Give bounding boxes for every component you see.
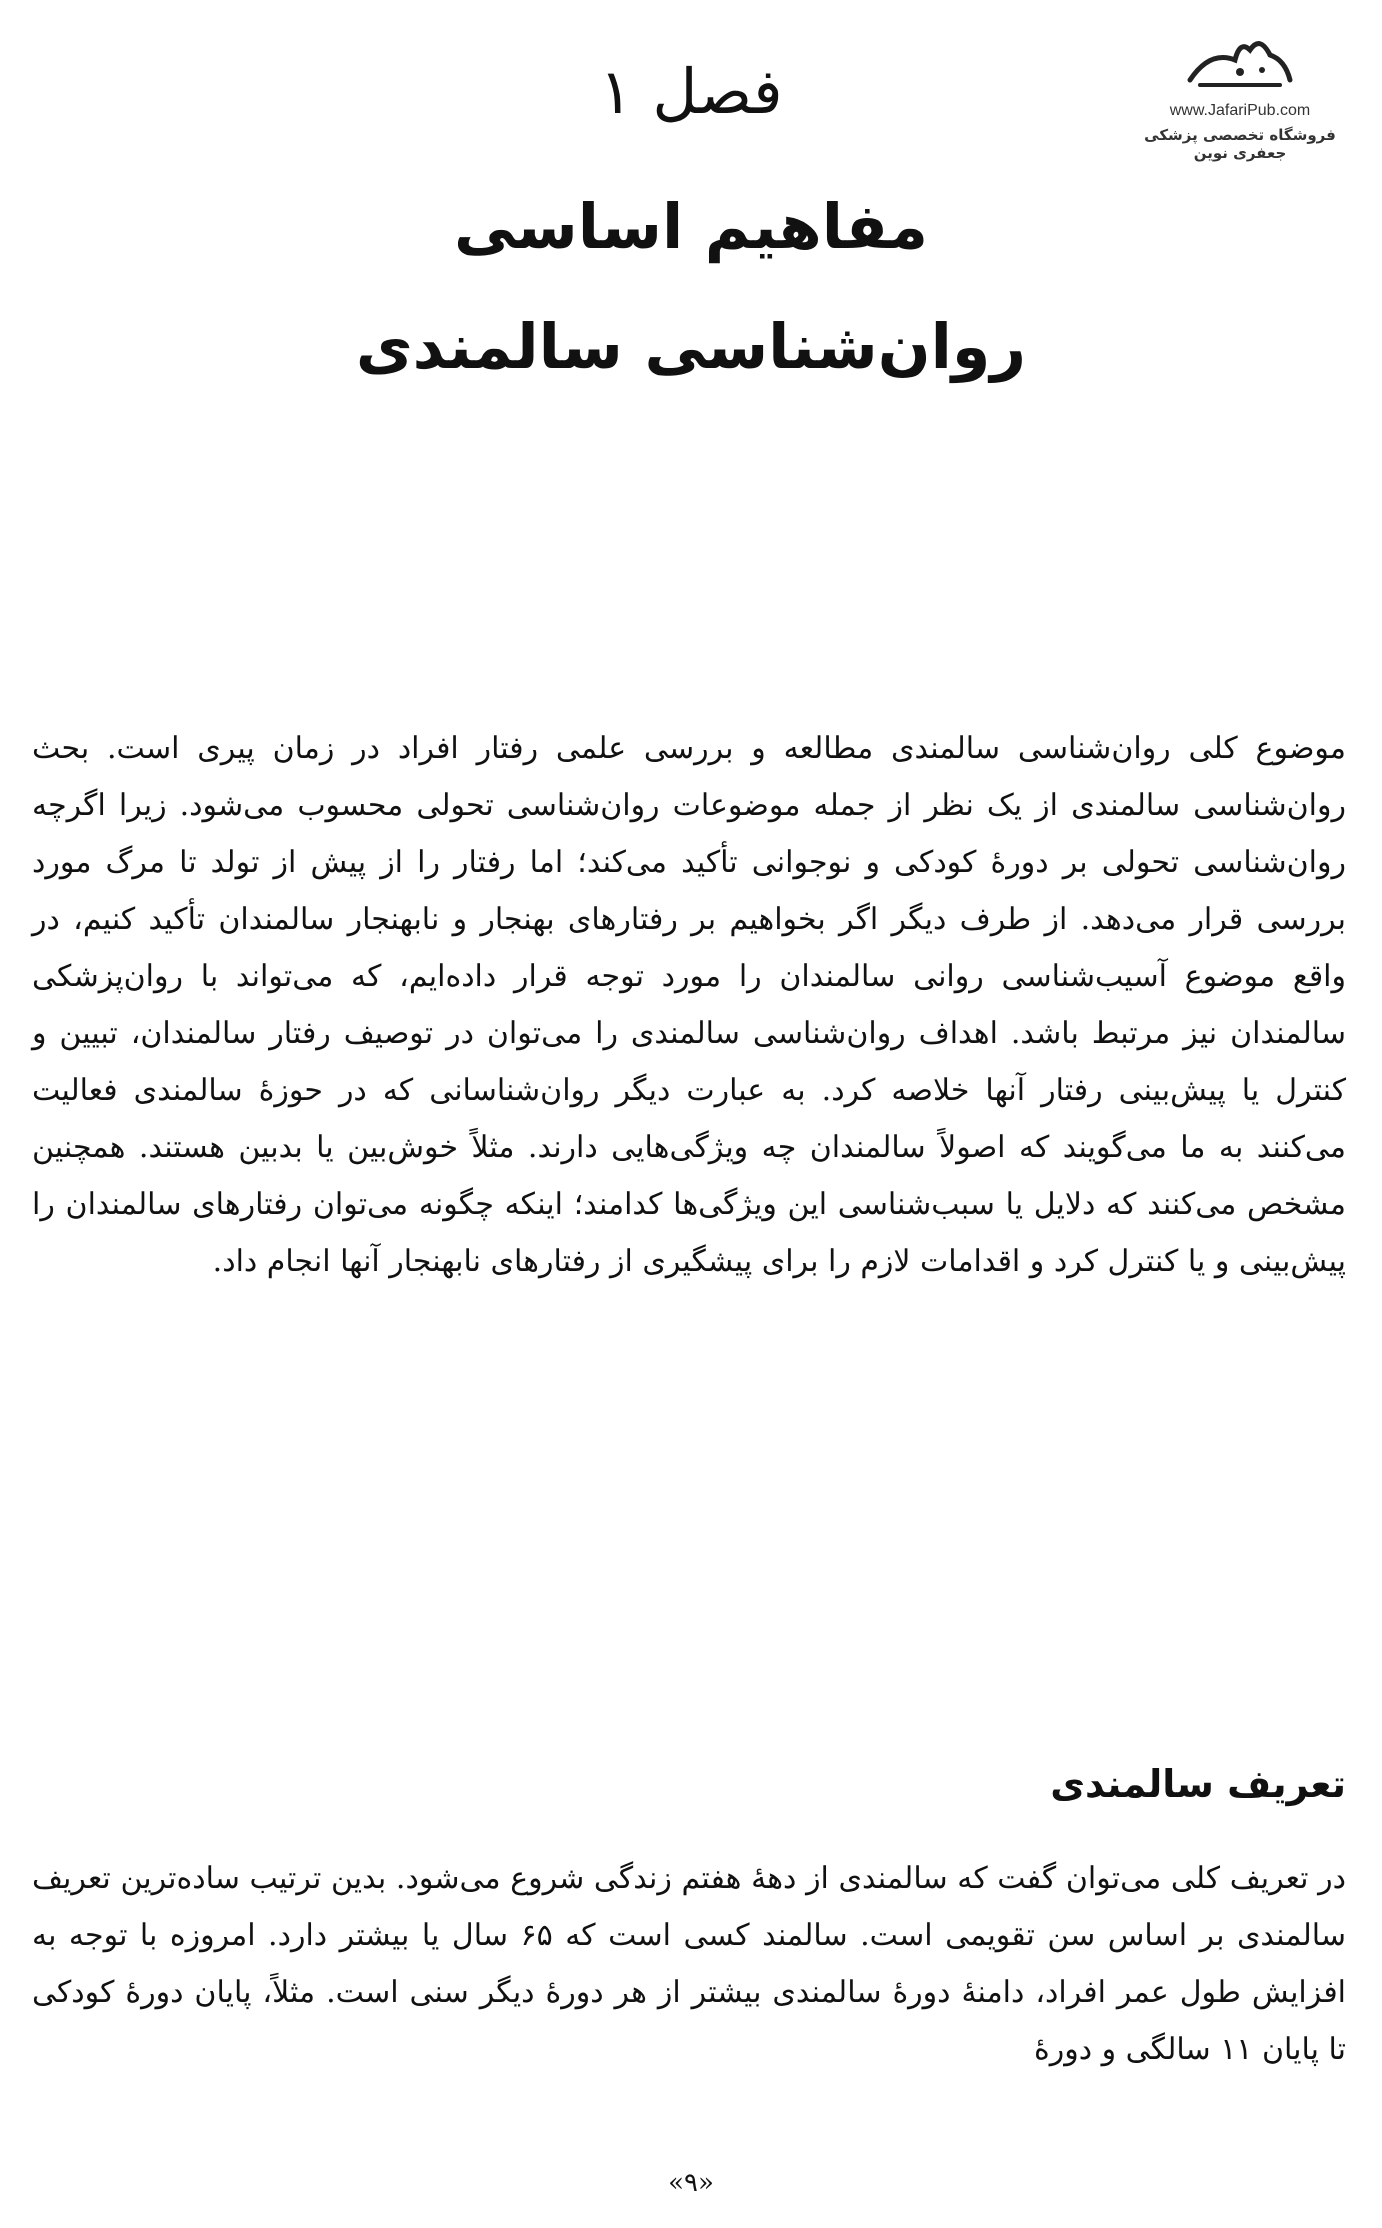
body-paragraph-2: در تعریف کلی می‌توان گفت که سالمندی از دههٔ هفتم زندگی شروع می‌شود. بدین ترتیب ساده‌ترین تعریف سالمندی بر اساس سن تقویمی است. سالمند کسی است که ۶۵ سال یا بیشتر دارد. امروزه با توجه به افزایش طول عمر افراد، دامنهٔ دورهٔ سالمندی بیشتر از هر دورهٔ دیگر سنی است. مثلاً، پایان دورهٔ کودکی تا پایان ۱۱ سالگی و دورهٔ: [32, 1861, 1346, 2067]
section-heading: تعریف سالمندی: [1050, 1762, 1346, 1806]
chapter-title-line-1: مفاهیم اساسی: [454, 190, 928, 263]
publisher-caption: فروشگاه تخصصی پزشکی جعفری نوین: [1144, 126, 1336, 162]
publisher-url: www.JafariPub.com: [1169, 102, 1311, 119]
chapter-label: فصل ۱: [599, 55, 783, 128]
page-number: «۹»: [668, 2168, 714, 2198]
chapter-title-line-2: روان‌شناسی سالمندی: [355, 310, 1027, 383]
body-paragraph-1: موضوع کلی روان‌شناسی سالمندی مطالعه و بررسی علمی رفتار افراد در زمان پیری است. بحث روان‌شناسی سالمندی از یک نظر از جمله موضوعات روان‌شناسی تحولی محسوب می‌شود. زیرا اگرچه روان‌شناسی تحولی بر دورهٔ کودکی و نوجوانی تأکید می‌کند؛ اما رفتار را از پیش از تولد تا مرگ مورد بررسی قرار می‌دهد. از طرف دیگر اگر بخواهیم بر رفتارهای بهنجار و نابهنجار سالمندان تأکید کنیم، در واقع موضوع آسیب‌شناسی روانی سالمندان را مورد توجه قرار داده‌ایم، که می‌تواند با روان‌پزشکی سالمندان نیز مرتبط باشد. اهداف روان‌شناسی سالمندی را می‌توان در توصیف رفتار سالمندان، تبیین و کنترل یا پیش‌بینی رفتار آنها خلاصه کرد. به عبارت دیگر روان‌شناسانی که در حوزهٔ سالمندی فعالیت می‌کنند به ما می‌گویند که اصولاً سالمندان چه ویژگی‌هایی دارند. مثلاً خوش‌بین یا بدبین هستند. همچنین مشخص می‌کنند که دلایل یا سبب‌شناسی این ویژگی‌ها کدامند؛ اینکه چگونه می‌توان رفتارهای سالمندان را پیش‌بینی و یا کنترل کرد و اقدامات لازم را برای پیشگیری از رفتارهای نابهنجار آنها انجام داد.: [32, 731, 1347, 1279]
